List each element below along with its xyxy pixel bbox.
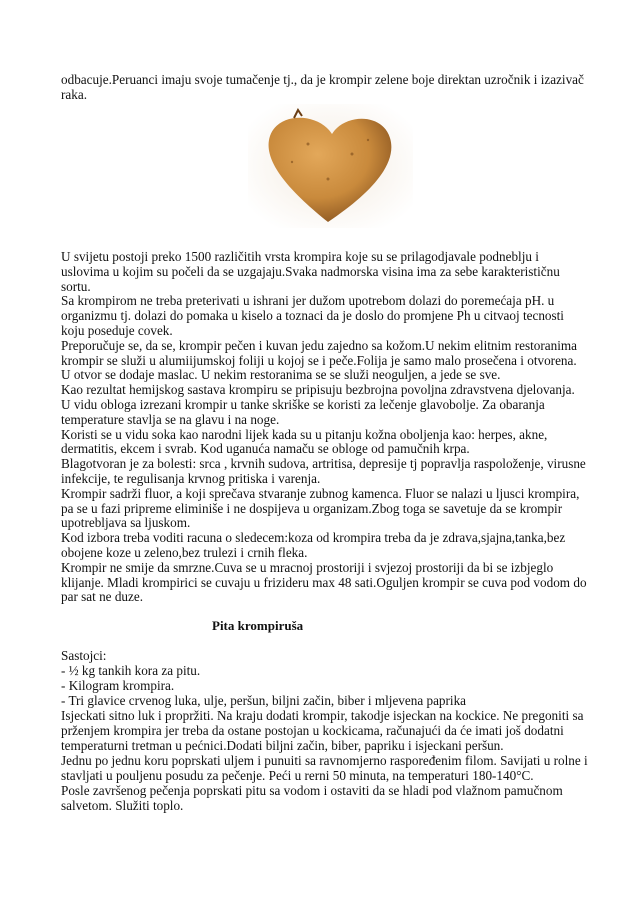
text-line: Sastojci:: [61, 648, 107, 663]
text-line: Koristi se u vidu soka kao narodni lijek kada su u pitanju kožna oboljenja kao: herpes, akne,: [61, 426, 548, 442]
text-line: krompir se služi u alumiijumskoj foliji u kojoj se i peče.Folija je samo malo prosečena i otvorena.: [61, 352, 577, 368]
text-line: Blagotvoran je za bolesti: srca , krvnih sudova, artritisa, depresije tj popravlja raspoloženje, virusne: [61, 456, 586, 472]
text-line: par sat ne duze.: [61, 589, 144, 605]
text-line: temperature stavlja se na glavu i na noge.: [61, 411, 280, 427]
text-line: obojene koze u zeleno,bez trulezi i crnih fleka.: [61, 544, 308, 560]
recipe-text: [61, 648, 631, 813]
text-line: Jednu po jednu koru poprskati uljem i punuiti sa ravnomjerno raspoređenim filom. Savijati u rolne i: [61, 753, 588, 768]
text-line: Preporučuje se, da se, krompir pečen i kuvan jedu zajedno sa kožom.U nekim elitnim restoranima: [61, 337, 577, 353]
text-line: klijanje. Mladi krompirici se cuvaju u frizideru max 48 sati.Oguljen krompir se cuva pod vodom do: [61, 574, 587, 590]
text-line: dermatitis, ekcem i svrab. Kod uganuća namaču se obloge od pamučnih krpa.: [61, 441, 470, 457]
text-line: - ½ kg tankih kora za pitu.: [61, 663, 201, 678]
text-line: Sa krompirom ne treba preterivati u ishrani jer dužom upotrebom dolazi do poremećaja pH. u: [61, 293, 555, 309]
text-line: U vidu obloga izrezani krompir u tanke skriške se koristi za lečenje glavobolje. Za obaranja: [61, 396, 545, 412]
text-line: Posle završenog pečenja poprskati pitu sa vodom i ostaviti da se hladi pod vlažnom pamučnom: [61, 783, 563, 798]
text-line: Isjeckati sitno luk i propržiti. Na kraju dodati krompir, takodje isjeckan na kockice. Ne pregoniti sa: [61, 708, 584, 723]
text-line: infekcije, te regulisanja krvnog pritiska i varenja.: [61, 470, 321, 486]
text-line: - Kilogram krompira.: [61, 678, 175, 693]
intro-paragraph: [61, 73, 631, 103]
text-line: U svijetu postoji preko 1500 različitih vrsta krompira koje su se prilagodjavale podneblju i: [61, 249, 539, 264]
text-line: stavljati u pouljenu posudu za pečenje. Peći u rerni 50 minuta, na temperaturi 180-140°C.: [61, 768, 534, 783]
text-line: - Tri glavice crvenog luka, ulje, peršun, biljni začin, biber i mljevena paprika: [61, 693, 467, 708]
text-line: Krompir sadrži fluor, a koji sprečava stvaranje zubnog kamenca. Fluor se nalazi u ljusci krompira,: [61, 485, 580, 501]
text-line: Krompir ne smije da smrzne.Cuva se u mracnoj prostoriji i svjezoj prostoriji da bi se izbjeglo: [61, 559, 554, 575]
body-text: [61, 250, 631, 605]
text-line: temperaturni tretman u pećnici.Dodati biljni začin, biber, papriku i isjeckani peršun.: [61, 738, 504, 753]
text-line: odbacuje.Peruanci imaju svoje tumačenje tj., da je krompir zelene boje direktan uzročnik i izazivač: [61, 72, 584, 87]
text-line: Kao rezultat hemijskog sastava krompiru se pripisuju bezbrojna povoljna zdravstvena djelovanja.: [61, 382, 575, 398]
heart-shaped-potato-image: [248, 104, 413, 228]
text-line: salvetom. Služiti toplo.: [61, 798, 184, 813]
recipe-title: Pita krompiruša: [212, 618, 304, 633]
text-line: koju poseduje covek.: [61, 322, 173, 338]
text-line: organizmu tj. dolazi do pomaka u kiselo a toznaci da je doslo do promjene Ph u citvaoj tecnosti: [61, 308, 564, 324]
text-line: sortu.: [61, 278, 91, 294]
text-line: Kod izbora treba voditi racuna o sledecem:koza od krompira treba da je zdrava,sjajna,tanka,bez: [61, 530, 566, 546]
text-line: uslovima u kojim su počeli da se uzgajaju.Svaka nadmorska visina ima za sebe karakterističnu: [61, 263, 560, 279]
text-line: upotrebljava sa ljuskom.: [61, 515, 191, 531]
text-line: raka.: [61, 86, 87, 102]
text-line: prženjem krompira jer treba da ostane postojan u kockicama, računajući da će imati još dodatni: [61, 723, 564, 738]
text-line: U otvor se dodaje maslac. U nekim restoranima se se služi neoguljen, a jede se sve.: [61, 367, 501, 383]
text-line: pa se u fazi pripreme eliminiše i ne dospijeva u organizam.Zbog toga se savetuje da se krompir: [61, 500, 563, 516]
